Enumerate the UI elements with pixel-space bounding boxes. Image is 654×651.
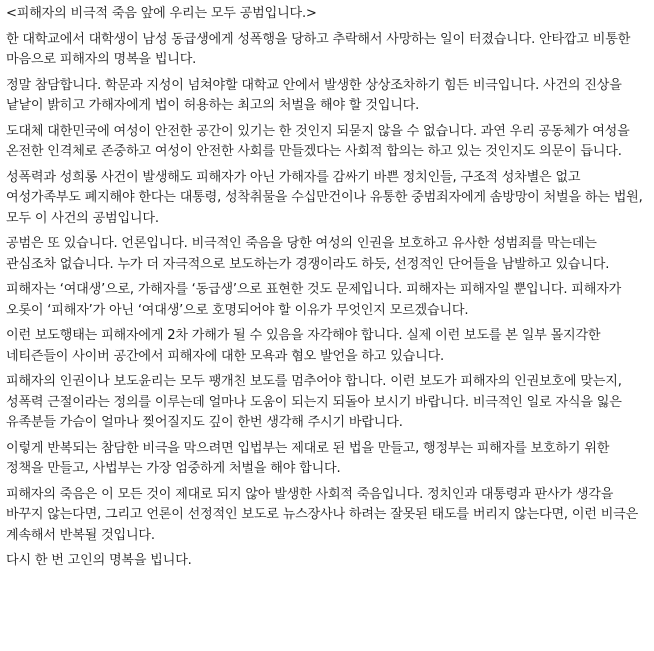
paragraph-social-death: 피해자의 죽음은 이 모든 것이 제대로 되지 않아 발생한 사회적 죽음입니다. 정치인과 대통령과 판사가 생각을 바꾸지 않는다면, 그리고 언론이 선정적인 보도로 뉴스장사나 하려는 잘못된 태도를 버리지 않는다면, 이런 비극은 계속해서 반복될 것입니다.: [6, 486, 639, 543]
paragraph-incident: 한 대학교에서 대학생이 남성 동급생에게 성폭행을 당하고 추락해서 사망하는 일이 터졌습니다. 안타깝고 비통한 마음으로 피해자의 명복을 빕니다.: [6, 31, 631, 67]
paragraph-secondary-harm: 이런 보도행태는 피해자에게 2차 가해가 될 수 있음을 자각해야 합니다. 실제 이런 보도를 본 일부 몰지각한 네티즌들이 사이버 공간에서 피해자에 대한 모욕과 혐오 발언을 하고 있습니다.: [6, 328, 601, 364]
paragraph-media-accomplice: 공범은 또 있습니다. 언론입니다. 비극적인 죽음을 당한 여성의 인권을 보호하고 유사한 성범죄를 막는데는 관심조차 없습니다. 누가 더 자극적으로 보도하는가 경쟁이라도 하듯, 선정적인 단어들을 남발하고 있습니다.: [6, 236, 610, 272]
paragraph-condolence: 다시 한 번 고인의 명복을 빕니다.: [6, 553, 192, 568]
paragraph-safety-question: 도대체 대한민국에 여성이 안전한 공간이 있기는 한 것인지 되묻지 않을 수 없습니다. 과연 우리 공동체가 여성을 온전한 인격체로 존중하고 여성이 안전한 사회를 만들겠다는 사회적 합의는 하고 있는 것인지도 의문이 듭니다.: [6, 123, 630, 159]
paragraph-tragedy: 정말 참담합니다. 학문과 지성이 넘쳐야할 대학교 안에서 발생한 상상조차하기 힘든 비극입니다. 사건의 진상을 낱낱이 밝히고 가해자에게 법이 허용하는 최고의 처벌을 해야 할 것입니다.: [6, 77, 622, 113]
paragraph-institutions: 이렇게 반복되는 참담한 비극을 막으려면 입법부는 제대로 된 법을 만들고, 행정부는 피해자를 보호하기 위한 정책을 만들고, 사법부는 가장 엄중하게 처벌을 해야 합니다.: [6, 440, 610, 476]
statement-title: <피해자의 비극적 죽음 앞에 우리는 모두 공범입니다.>: [6, 6, 317, 21]
paragraph-reporting-ethics: 피해자의 인권이나 보도윤리는 모두 팽개친 보도를 멈추어야 합니다. 이런 보도가 피해자의 인권보호에 맞는지, 성폭력 근절이라는 정의를 이루는데 얼마나 도움이 되는지 되돌아 보시기 바랍니다. 비극적인 일로 자식을 잃은 유족분들 가슴이 얼마나 찢어질지도 깊이 한번 생각해 주시기 바랍니다.: [6, 374, 622, 430]
paragraph-accomplices: 성폭력과 성희롱 사건이 발생해도 피해자가 아닌 가해자를 감싸기 바쁜 정치인들, 구조적 성차별은 없고 여성가족부도 폐지해야 한다는 대통령, 성착취물을 수십만건이나 유통한 중범죄자에게 솜방망이 처벌을 하는 법원, 모두 이 사건의 공범입니다.: [6, 169, 643, 226]
paragraph-terminology: 피해자는 ‘여대생’으로, 가해자를 ‘동급생’으로 표현한 것도 문제입니다. 피해자는 피해자일 뿐입니다. 피해자가 오롯이 ‘피해자’가 아닌 ‘여대생’으로 호명되어야 할 이유가 무엇인지 모르겠습니다.: [6, 282, 622, 318]
